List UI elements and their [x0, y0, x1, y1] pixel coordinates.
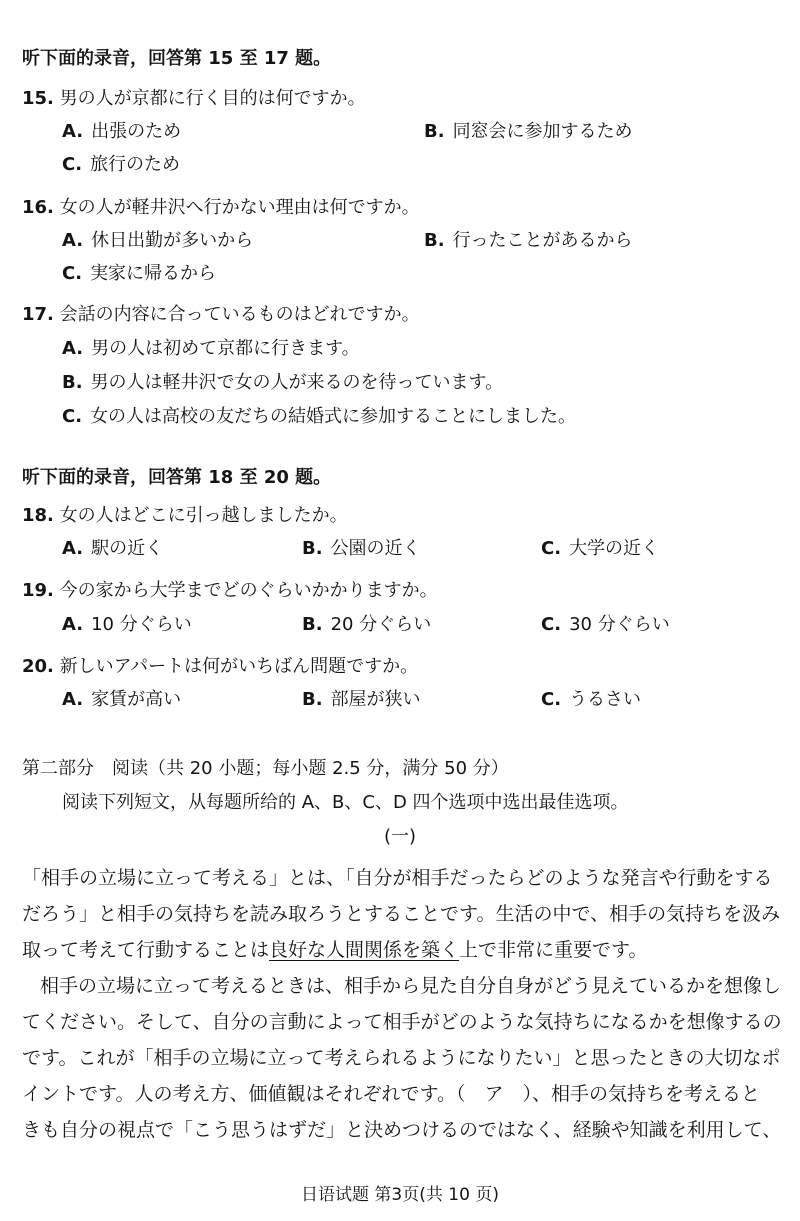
- passage-line: 相手の立場に立って考えるときは、相手から見た自分自身がどう見えているかを想像し: [40, 975, 782, 997]
- passage-line: きも自分の視点で「こう思うはずだ」と決めつけるのではなく、経験や知識を利用して、: [22, 1119, 782, 1141]
- option-text: 家賃が高い: [91, 689, 182, 710]
- question-16-option-b: [424, 228, 633, 254]
- question-17-option-c: [62, 404, 576, 430]
- option-letter: B.: [302, 689, 323, 710]
- question-text: 会話の内容に合っているものはどれですか。: [59, 304, 420, 325]
- option-text: 休日出勤が多いから: [91, 230, 254, 251]
- option-text: 部屋が狭い: [330, 689, 421, 710]
- option-text: 行ったことがあるから: [452, 230, 633, 251]
- question-19-option-a: [62, 612, 192, 638]
- option-letter: A.: [62, 121, 84, 142]
- question-17-option-b: [62, 370, 503, 396]
- option-text: 実家に帰るから: [90, 263, 217, 284]
- option-letter: B.: [62, 372, 83, 393]
- question-19: [22, 578, 438, 604]
- option-letter: C.: [541, 614, 562, 635]
- passage-line: 「相手の立場に立って考える」とは、「自分が相手だったらどのような発言や行動をする: [22, 867, 773, 889]
- question-20: [22, 654, 418, 680]
- section-instruction-15-17: 听下面的录音，回答第 15 至 17 题。: [22, 48, 332, 69]
- question-20-option-b: [302, 687, 421, 713]
- passage-line: です。これが「相手の立場に立って考えられるようになりたい」と思ったときの大切なポ: [22, 1047, 781, 1069]
- option-letter: B.: [424, 230, 445, 251]
- passage-text: 上で非常に重要です。: [459, 939, 648, 961]
- option-text: 同窓会に参加するため: [452, 121, 633, 142]
- question-text: 女の人はどこに引っ越しましたか。: [59, 505, 348, 526]
- passage-line: だろう」と相手の気持ちを読み取ろうとすることです。生活の中で、相手の気持ちを汲み: [22, 903, 781, 925]
- option-text: 女の人は高校の友だちの結婚式に参加することにしました。: [90, 406, 577, 427]
- question-20-option-a: [62, 687, 181, 713]
- question-18: [22, 503, 348, 529]
- option-letter: C.: [62, 154, 83, 175]
- passage-line: てください。そして、自分の言動によって相手がどのような気持ちになるかを想像するの: [22, 1011, 782, 1033]
- part2-heading: 第二部分 阅读（共 20 小题；每小题 2.5 分，满分 50 分）: [22, 758, 509, 779]
- page-footer: 日语试题 第3页(共 10 页): [301, 1185, 499, 1205]
- question-17-option-a: [62, 336, 360, 362]
- option-text: 出張のため: [91, 121, 182, 142]
- question-number: 17.: [22, 304, 54, 325]
- question-16-option-a: [62, 228, 253, 254]
- option-letter: C.: [541, 538, 562, 559]
- option-text: 旅行のため: [90, 154, 181, 175]
- option-text: 駅の近く: [91, 538, 164, 559]
- question-16-option-c: [62, 261, 216, 287]
- question-number: 16.: [22, 197, 54, 218]
- question-number: 18.: [22, 505, 54, 526]
- passage-line: イントです。人の考え方、価値観はそれぞれです。（ ア ）、相手の気持ちを考えると: [22, 1083, 760, 1105]
- option-text: 10 分ぐらい: [91, 614, 192, 635]
- question-text: 男の人が京都に行く目的は何ですか。: [59, 88, 366, 109]
- option-text: 20 分ぐらい: [330, 614, 432, 635]
- passage-text: 取って考えて行動することは: [22, 939, 270, 961]
- option-letter: B.: [424, 121, 445, 142]
- option-text: 男の人は軽井沢で女の人が来るのを待っています。: [90, 372, 504, 393]
- reading-passage: [22, 860, 782, 1148]
- question-number: 15.: [22, 88, 54, 109]
- question-18-option-c: [541, 536, 659, 562]
- option-letter: A.: [62, 538, 84, 559]
- question-19-option-c: [541, 612, 670, 638]
- option-text: 男の人は初めて京都に行きます。: [91, 338, 360, 359]
- option-letter: A.: [62, 614, 84, 635]
- option-letter: A.: [62, 230, 84, 251]
- option-text: 公園の近く: [330, 538, 421, 559]
- part2-instruction: 阅读下列短文，从每题所给的 A、B、C、D 四个选项中选出最佳选项。: [62, 792, 629, 813]
- question-number: 20.: [22, 656, 54, 677]
- option-text: 30 分ぐらい: [569, 614, 670, 635]
- option-text: 大学の近く: [569, 538, 660, 559]
- option-letter: C.: [62, 406, 83, 427]
- question-18-option-a: [62, 536, 163, 562]
- question-15-option-a: [62, 119, 181, 145]
- option-letter: B.: [302, 614, 323, 635]
- question-18-option-b: [302, 536, 421, 562]
- question-19-option-b: [302, 612, 431, 638]
- option-letter: C.: [541, 689, 562, 710]
- question-text: 新しいアパートは何がいちばん問題ですか。: [59, 656, 419, 677]
- passage-number: (一): [383, 826, 417, 847]
- option-letter: A.: [62, 689, 84, 710]
- option-text: うるさい: [569, 689, 642, 710]
- passage-line: [22, 932, 782, 968]
- option-letter: C.: [62, 263, 83, 284]
- question-text: 女の人が軽井沢へ行かない理由は何ですか。: [59, 197, 420, 218]
- question-15: [22, 86, 366, 112]
- section-instruction-18-20: 听下面的录音，回答第 18 至 20 题。: [22, 467, 332, 488]
- underlined-phrase: 良好な人間関係を築く: [269, 939, 460, 961]
- question-number: 19.: [22, 580, 54, 601]
- question-15-option-b: [424, 119, 633, 145]
- question-20-option-c: [541, 687, 641, 713]
- question-17: [22, 302, 420, 328]
- question-16: [22, 195, 420, 221]
- option-letter: B.: [302, 538, 323, 559]
- question-text: 今の家から大学までどのぐらいかかりますか。: [59, 580, 438, 601]
- option-letter: A.: [62, 338, 84, 359]
- question-15-option-c: [62, 152, 180, 178]
